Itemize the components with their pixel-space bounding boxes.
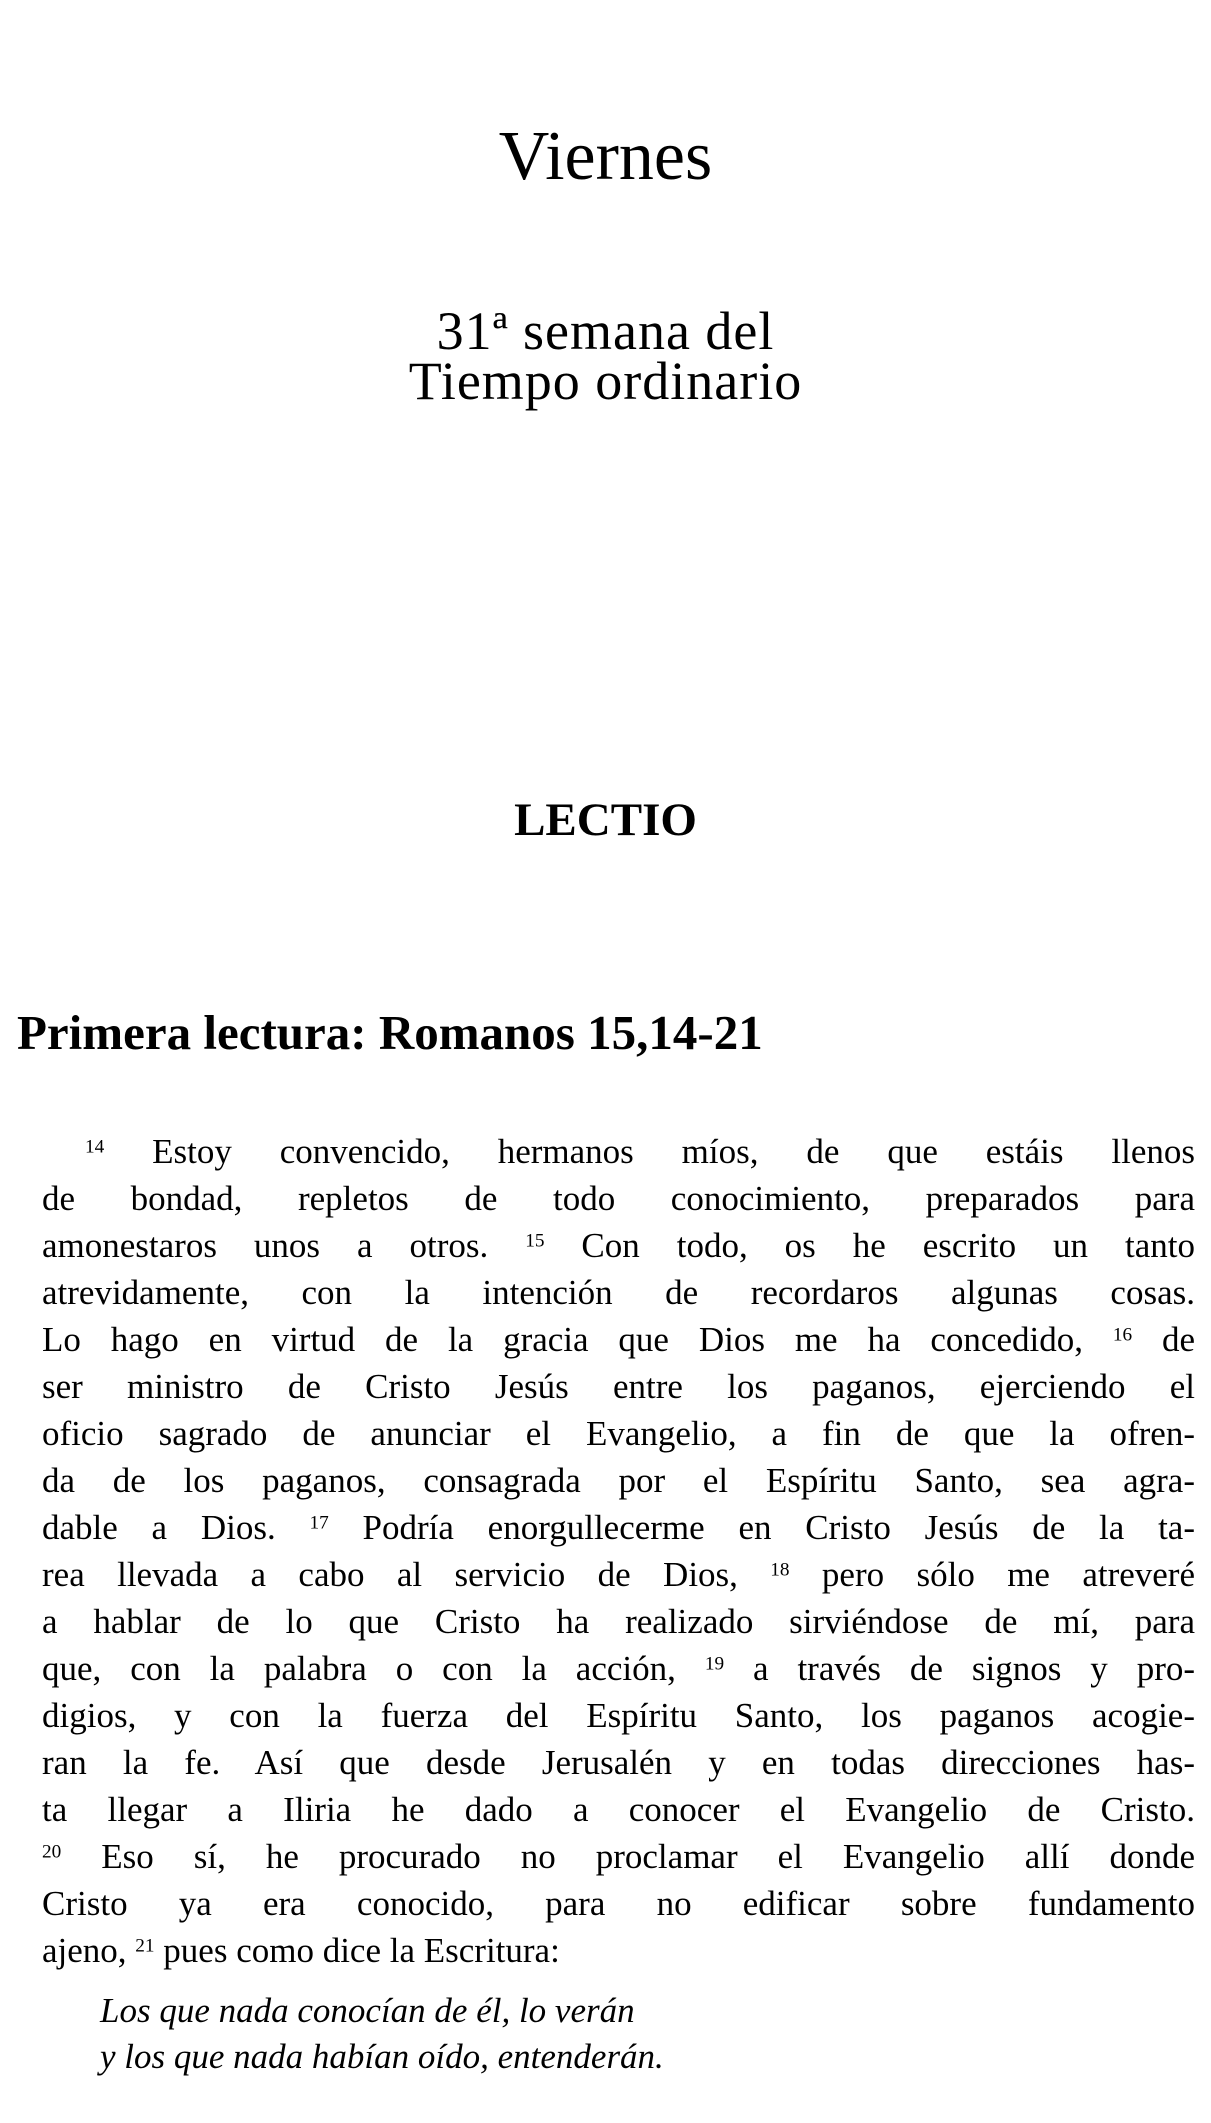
section-heading-lectio: LECTIO — [514, 794, 697, 846]
body-line: Cristo ya era conocido, para no edificar sobre fundamento — [42, 1884, 1195, 1923]
body-line: Lo hago en virtud de la gracia que Dios me ha concedido, $^{16}$ de — [42, 1320, 1195, 1359]
body-line: rea llevada a cabo al servicio de Dios, $^{18}$ pero sólo me atreveré — [42, 1555, 1195, 1594]
day-title: Viernes — [498, 118, 713, 195]
verse-number: 19 — [704, 1653, 725, 1675]
verse-number: 20 — [42, 1841, 62, 1863]
body-paragraph — [42, 1128, 1195, 1974]
reading-heading: Primera lectura: Romanos 15,14-21 — [17, 1005, 763, 1060]
body-line: atrevidamente, con la intención de recordaros algunas cosas. — [42, 1273, 1195, 1312]
week-subtitle — [0, 301, 1211, 411]
verse-number: 16 — [1112, 1324, 1133, 1346]
body-line: $^{14}$ Estoy convencido, hermanos míos, de que estáis llenos — [85, 1132, 1195, 1171]
quote-line: Los que nada conocían de él, lo verán — [100, 1991, 635, 2030]
body-line: $^{20}$ Eso sí, he procurado no proclamar el Evangelio allí donde — [42, 1837, 1195, 1876]
scripture-quote — [100, 1988, 664, 2080]
body-line: que, con la palabra o con la acción, $^{19}$ a través de signos y pro- — [42, 1649, 1196, 1688]
week-subtitle-line-2: Tiempo ordinario — [408, 351, 803, 411]
body-line: dable a Dios. $^{17}$ Podría enorgullecerme en Cristo Jesús de la ta- — [42, 1508, 1195, 1547]
body-line: ajeno, $^{21}$ pues como dice la Escritura: — [42, 1931, 560, 1970]
verse-number: 15 — [525, 1230, 545, 1252]
body-line: ta llegar a Iliria he dado a conocer el Evangelio de Cristo. — [42, 1790, 1195, 1829]
body-line: ran la fe. Así que desde Jerusalén y en todas direcciones has- — [42, 1743, 1195, 1782]
body-line: amonestaros unos a otros. $^{15}$ Con todo, os he escrito un tanto — [42, 1226, 1195, 1265]
body-line: digios, y con la fuerza del Espíritu Santo, los paganos acogie- — [42, 1696, 1195, 1735]
verse-number: 17 — [309, 1512, 329, 1534]
body-line: da de los paganos, consagrada por el Espíritu Santo, sea agra- — [42, 1461, 1195, 1500]
body-line: oficio sagrado de anunciar el Evangelio, a fin de que la ofren- — [42, 1414, 1195, 1453]
verse-number: 14 — [85, 1136, 105, 1158]
body-line: a hablar de lo que Cristo ha realizado sirviéndose de mí, para — [42, 1602, 1195, 1641]
body-line: ser ministro de Cristo Jesús entre los paganos, ejerciendo el — [42, 1367, 1195, 1406]
verse-number: 18 — [770, 1559, 790, 1581]
body-line: de bondad, repletos de todo conocimiento, preparados para — [42, 1179, 1195, 1218]
quote-line: y los que nada habían oído, entenderán. — [100, 2037, 664, 2076]
week-subtitle-line-1: 31ª semana del — [436, 301, 775, 361]
verse-number: 21 — [135, 1935, 155, 1957]
